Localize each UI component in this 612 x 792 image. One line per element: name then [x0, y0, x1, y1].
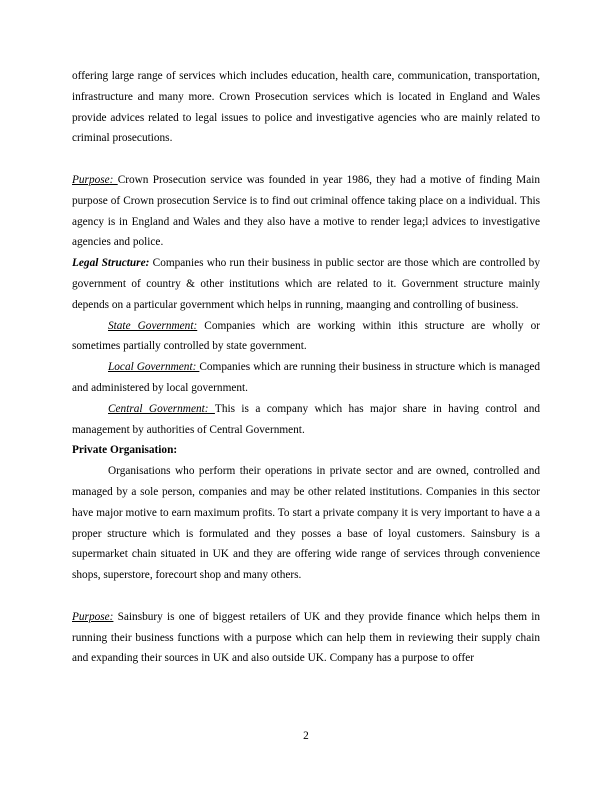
purpose-text: Sainsbury is one of biggest retailers of UK and they provide finance which helps them in running their business functions with a purpose which can help them in reviewing their supply chain and expanding their sources in UK and also outside UK. Company has a purpose to offer	[72, 610, 540, 665]
legal-structure-label: Legal Structure:	[72, 257, 150, 270]
local-government-text: Companies which are running their business in structure which is managed and administered by local government.	[72, 361, 540, 394]
purpose-label: Purpose:	[72, 610, 114, 623]
paragraph-gap	[72, 586, 540, 607]
purpose-paragraph-2	[72, 607, 540, 669]
state-government-paragraph	[72, 316, 540, 358]
page-number: 2	[303, 730, 309, 742]
central-government-text: This is a company which has major share in having control and management by authorities of Central Government.	[72, 402, 540, 436]
paragraph-gap	[72, 149, 540, 170]
intro-paragraph: offering large range of services which includes education, health care, communication, transportation, infrastructure and many more. Crown Prosecution services which is located in England and Wales provide advices related to legal issues to police and investigative agencies who are mainly related to criminal prosecutions.	[72, 70, 540, 145]
central-government-label: Central Government:	[108, 402, 215, 415]
state-government-text: Companies which are working within ithis structure are wholly or sometimes partially controlled by state government.	[72, 319, 540, 353]
private-organisation-paragraph: Organisations who perform their operations in private sector and are owned, controlled and managed by a sole person, companies and may be other related institutions. Companies in this sector have major motive to earn maximum profits. To start a private company it is very important to have a a proper structure which is formulated and they posses a base of loyal customers. Sainsbury is a supermarket chain situated in UK and they are offering wide range of services through convenience shops, superstore, forecourt shop and many others.	[72, 465, 540, 582]
purpose-text: Crown Prosecution service was founded in year 1986, they had a motive of finding Main purpose of Crown prosecution Service is to find out criminal offence taking place on a individual. This agency is in England and Wales and they also have a motive to render lega;l advices to investigative agencies and police.	[72, 173, 540, 249]
state-government-label: State Government:	[108, 319, 198, 332]
legal-structure-paragraph	[72, 253, 540, 315]
local-government-label: Local Government:	[108, 361, 200, 374]
purpose-label: Purpose:	[72, 173, 118, 186]
private-organisation-heading: Private Organisation:	[72, 444, 178, 457]
legal-structure-text: Companies who run their business in public sector are those which are controlled by government of country & other institutions which are related to it. Government structure mainly depends on a particular government which helps in running, maanging and controlling of business.	[72, 257, 540, 311]
purpose-paragraph-1	[72, 170, 540, 253]
document-body	[72, 66, 540, 669]
local-government-paragraph	[72, 357, 540, 399]
central-government-paragraph	[72, 399, 540, 441]
